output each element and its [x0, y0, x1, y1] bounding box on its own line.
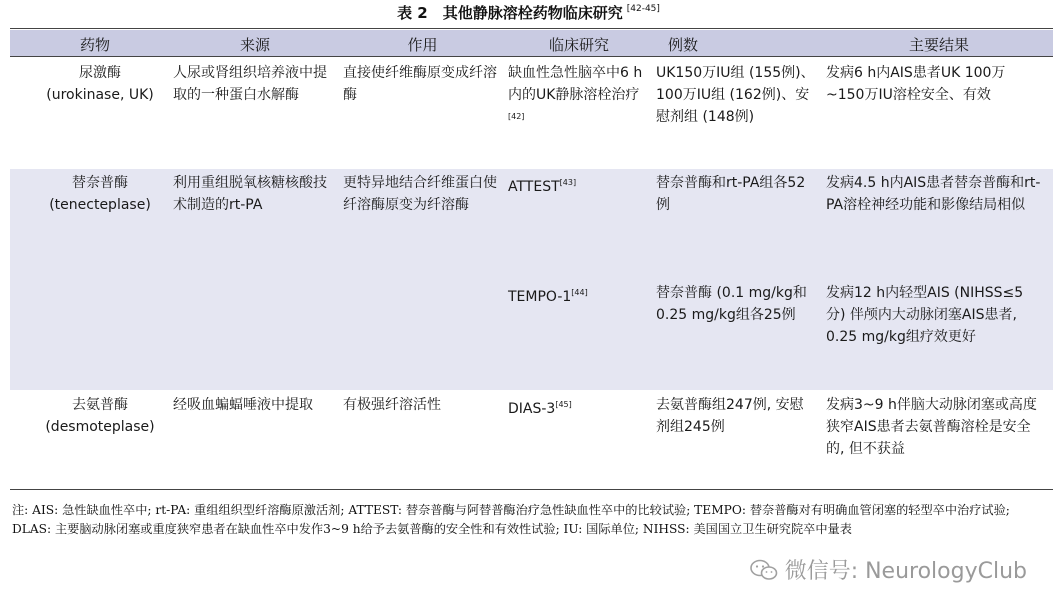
header-action: 作用	[407, 36, 438, 54]
study-cases: UK150万IU组 (155例)、100万IU组 (162例)、安慰剂组 (148例)	[656, 65, 815, 125]
watermark-text: 微信号: NeurologyClub	[784, 559, 1027, 584]
drug-name	[20, 394, 180, 438]
table-title-ref: [42-45]	[626, 4, 660, 14]
drug-action: 更特异地结合纤维蛋白使纤溶酶原变为纤溶酶	[343, 175, 497, 213]
study-name: ATTEST[43]	[508, 178, 577, 195]
table-title-text: 表 2 其他静脉溶栓药物临床研究	[397, 4, 623, 22]
header-result: 主要结果	[908, 36, 969, 54]
drug-action: 有极强纤溶活性	[343, 397, 441, 413]
header-rule	[10, 56, 1053, 57]
table-footnote: 注: AIS: 急性缺血性卒中; rt-PA: 重组组织型纤溶酶原激活剂; ATTEST: 替奈普酶与阿替普酶治疗急性缺血性卒中的比较试验; TEMPO: 替奈普酶对有明确血管闭塞的轻型卒中治疗试验; DLAS: 主要脑动脉闭塞或重度狭窄患者在缺血性卒中发作3~9 h给予去氨普酶的安全性和有效性试验; IU: 国际单位; NIHSS: 美国国立卫生研究院卒中量表	[12, 503, 1010, 536]
study-result: 发病6 h内AIS患者UK 100万~150万IU溶栓安全、有效	[826, 65, 1006, 103]
study-result: 发病4.5 h内AIS患者替奈普酶和rt-PA溶栓神经功能和影像结局相似	[826, 175, 1041, 213]
wechat-icon	[749, 558, 779, 582]
study-name: TEMPO-1[44]	[508, 288, 588, 305]
drug-source: 利用重组脱氧核糖核酸技术制造的rt-PA	[173, 175, 327, 213]
drug-name-cn: 替奈普酶	[72, 175, 128, 191]
drug-source: 经吸血蝙蝠唾液中提取	[173, 397, 313, 413]
drug-name-cn: 尿激酶	[79, 65, 121, 81]
study-cases: 替奈普酶和rt-PA组各52例	[656, 175, 806, 213]
drug-name-cn: 去氨普酶	[72, 397, 128, 413]
bottom-rule	[10, 489, 1053, 490]
drug-name-en: (desmoteplase)	[45, 419, 155, 435]
header-drug: 药物	[79, 36, 110, 54]
drug-name-en: (tenecteplase)	[49, 197, 151, 213]
drug-source: 人尿或肾组织培养液中提取的一种蛋白水解酶	[173, 65, 327, 103]
header-study: 临床研究	[548, 36, 609, 54]
header-cases: 例数	[667, 36, 698, 54]
table-header	[10, 30, 1053, 56]
drug-action: 直接使纤维酶原变成纤溶酶	[343, 65, 497, 103]
study-name: 缺血性急性脑卒中6 h内的UK静脉溶栓治疗[42]	[508, 65, 643, 121]
top-rule	[10, 28, 1053, 29]
drug-name	[20, 62, 180, 106]
study-cases: 去氨普酶组247例, 安慰剂组245例	[656, 397, 804, 435]
table-title	[0, 2, 1057, 23]
drug-name-en: (urokinase, UK)	[46, 87, 154, 103]
study-cases: 替奈普酶 (0.1 mg/kg和0.25 mg/kg组各25例	[656, 285, 807, 323]
study-name: DIAS-3[45]	[508, 400, 572, 417]
watermark	[749, 554, 1027, 585]
header-source: 来源	[239, 36, 270, 54]
drug-name	[20, 172, 180, 216]
study-result: 发病3~9 h伴脑大动脉闭塞或高度狭窄AIS患者去氨普酶溶栓是安全的, 但不获益	[826, 397, 1037, 457]
study-result: 发病12 h内轻型AIS (NIHSS≤5分) 伴颅内大动脉闭塞AIS患者, 0.25 mg/kg组疗效更好	[826, 285, 1024, 345]
